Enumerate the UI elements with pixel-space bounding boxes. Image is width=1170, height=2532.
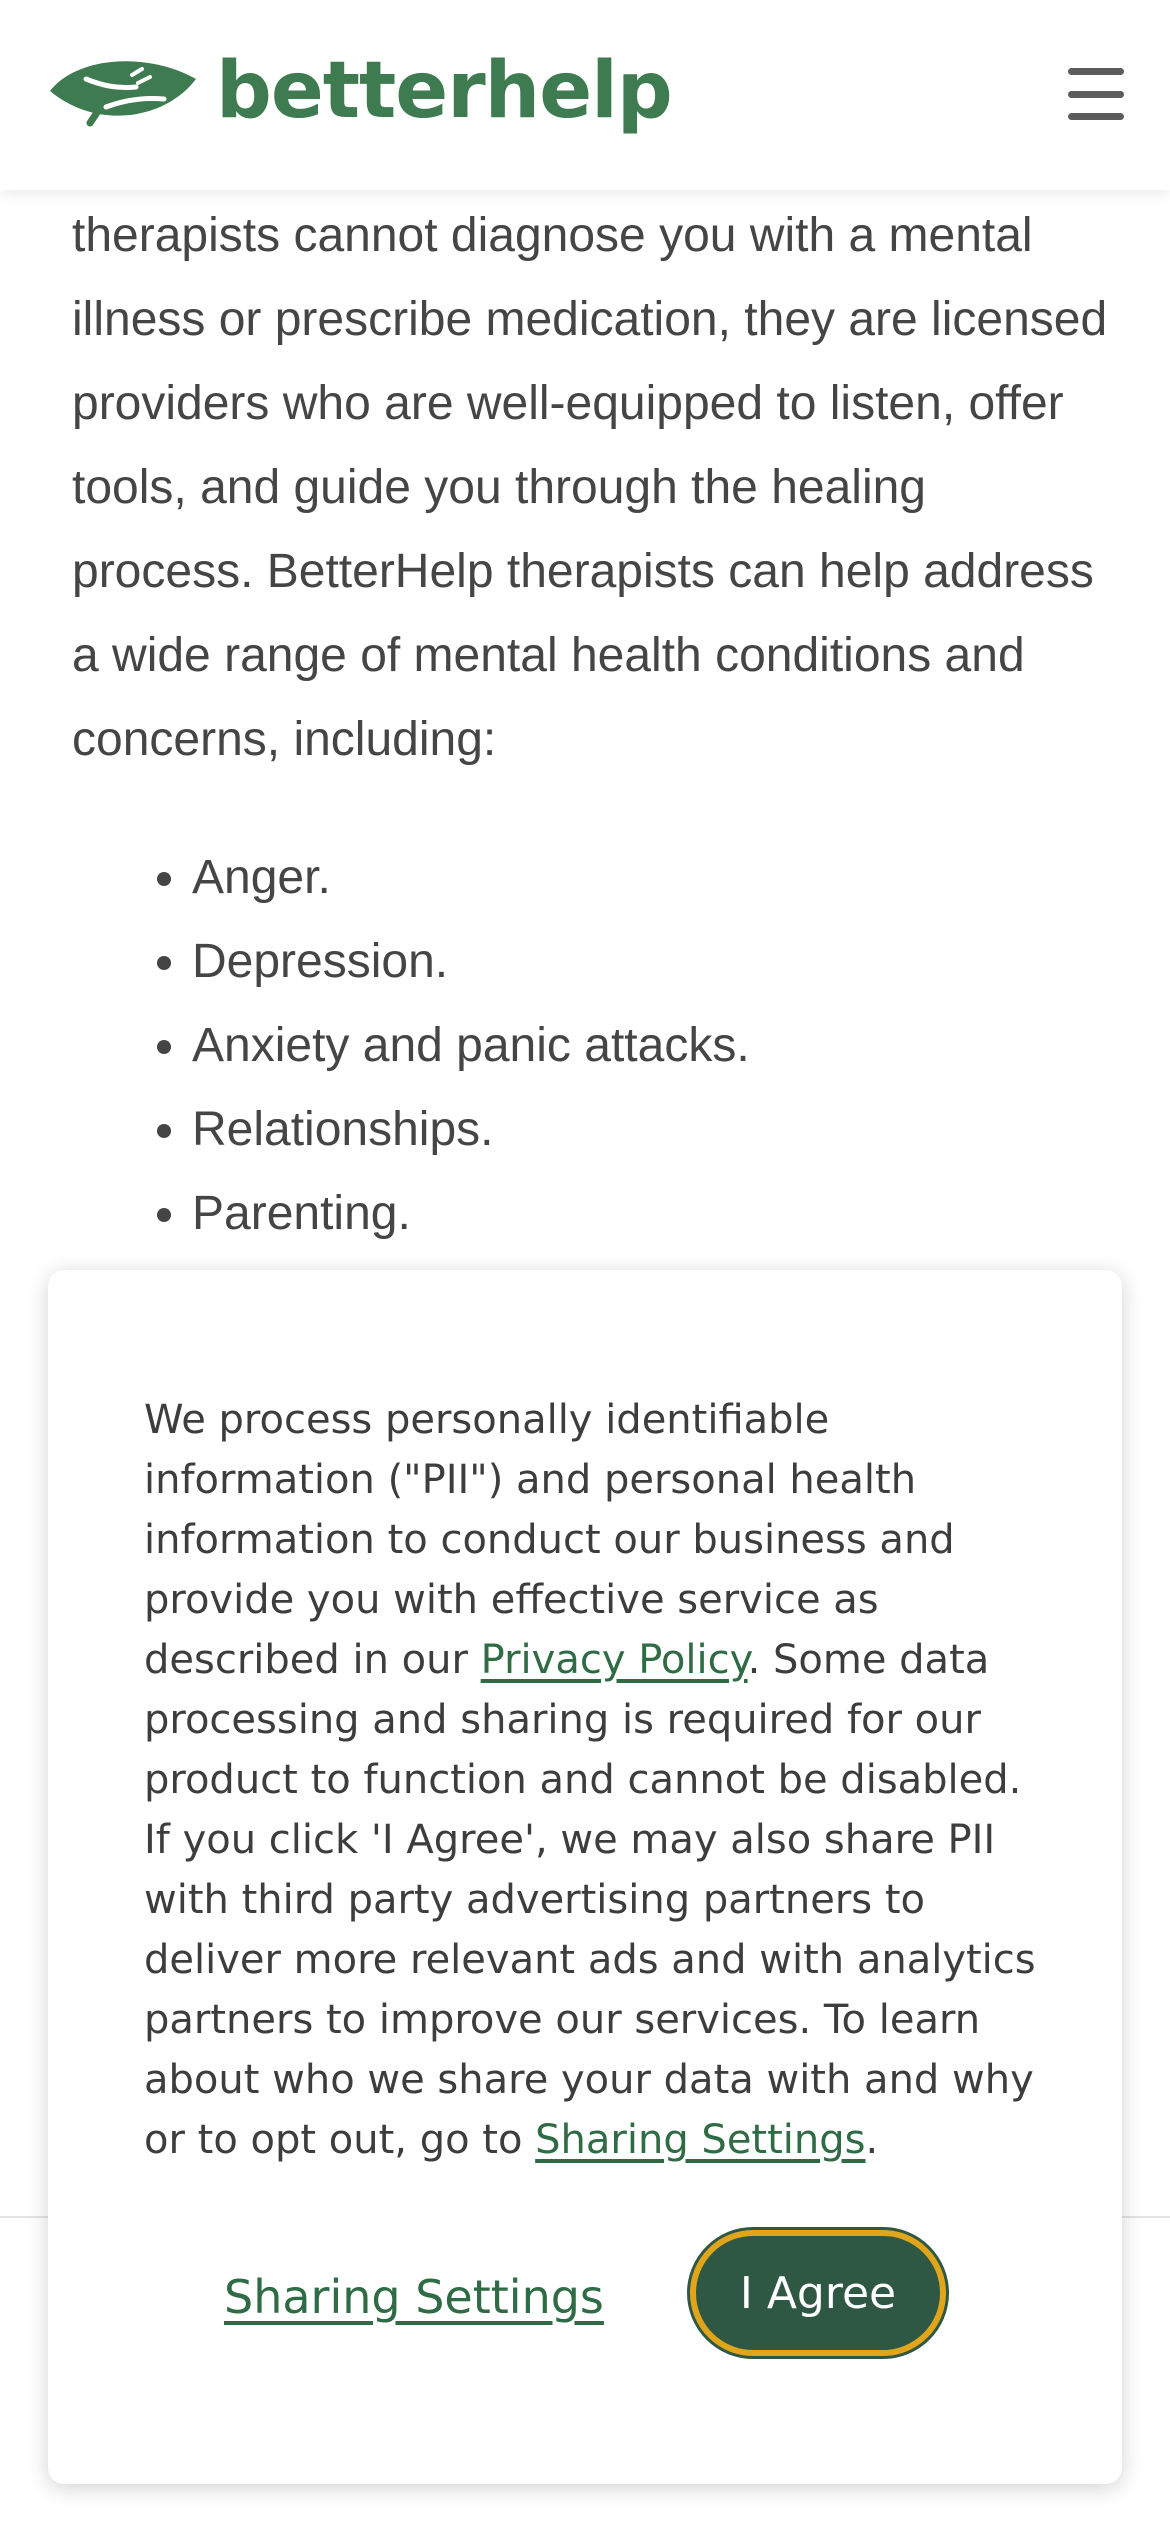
article-paragraph: therapists cannot diagnose you with a mental illness or prescribe medication, they are licensed providers who are well-equipped to listen, offer tools, and guide you through the healing process. BetterHelp therapists can help address a wide range of mental health conditions and concerns, including:: [72, 209, 1108, 766]
hamburger-menu-icon[interactable]: [1068, 68, 1124, 120]
site-header: [0, 0, 1170, 190]
consent-text-end: .: [865, 2117, 879, 2163]
brand-logo[interactable]: [46, 46, 672, 136]
list-item: • Depression.: [192, 920, 1112, 1004]
article-body: [72, 110, 1112, 1256]
brand-name: betterhelp: [216, 46, 672, 136]
list-item: • Parenting.: [192, 1172, 1112, 1256]
leaf-hands-logo-icon: [46, 49, 202, 133]
consent-text: [144, 1390, 1044, 2170]
list-item: • Relationships.: [192, 1088, 1112, 1172]
consent-text-part-1: We process personally identifiable information ("PII") and personal health information to conduct our business and provide you with effective service as described in our: [144, 1397, 955, 1683]
agree-button[interactable]: I Agree: [690, 2230, 946, 2356]
consent-modal: [48, 1270, 1122, 2484]
sharing-settings-inline-link[interactable]: Sharing Settings: [535, 2117, 866, 2163]
consent-actions: [48, 2230, 1122, 2370]
consent-text-part-2: . Some data processing and sharing is required for our product to function and cannot be disabled. If you click 'I Agree', we may also share PII with third party advertising partners to deliver more relevant ads and with analytics partners to improve our services. To learn about who we share your data with and why or to opt out, go to: [144, 1637, 1036, 2163]
list-item: • Anxiety and panic attacks.: [192, 1004, 1112, 1088]
privacy-policy-link[interactable]: Privacy Policy: [480, 1637, 748, 1683]
sharing-settings-button[interactable]: Sharing Settings: [224, 2270, 604, 2324]
list-item: • Anger.: [192, 836, 1112, 920]
conditions-list: [72, 836, 1112, 1256]
